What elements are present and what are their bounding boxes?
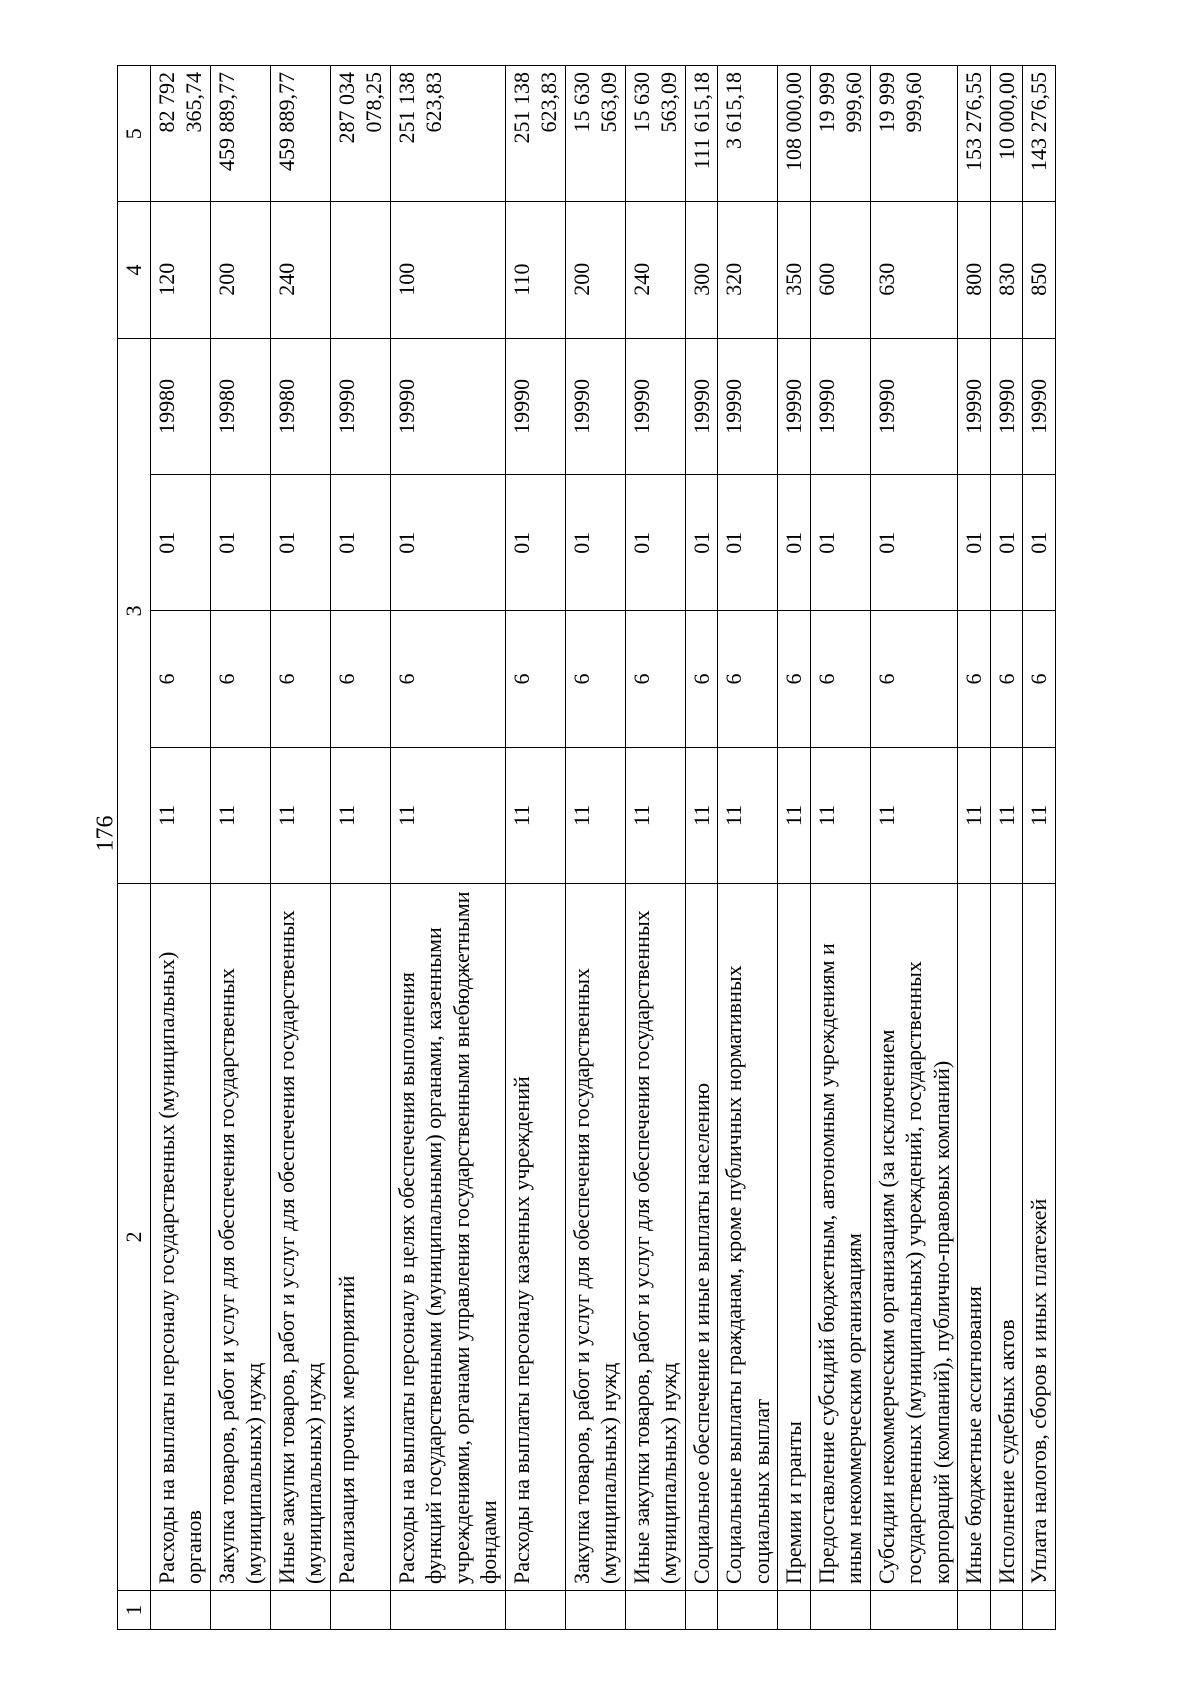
- header-col-4: 4: [118, 202, 151, 338]
- amount: 287 034 078,25: [330, 66, 390, 202]
- code-part-3: 01: [565, 475, 625, 611]
- code-part-1: 11: [210, 747, 270, 883]
- expense-type-code: 600: [810, 202, 870, 338]
- expense-type-code: 350: [778, 202, 811, 338]
- code-part-1: 11: [270, 747, 330, 883]
- row-number-cell: [870, 1591, 958, 1630]
- code-part-4: 19990: [810, 338, 870, 474]
- code-part-4: 19990: [505, 338, 565, 474]
- rotated-table-container: [117, 65, 1097, 1630]
- code-part-2: 6: [565, 611, 625, 747]
- table-row: [210, 66, 270, 1630]
- code-part-3: 01: [330, 475, 390, 611]
- expense-type-code: 830: [990, 202, 1023, 338]
- code-part-4: 19990: [958, 338, 991, 474]
- code-part-1: 11: [778, 747, 811, 883]
- code-part-3: 01: [625, 475, 685, 611]
- code-part-4: 19980: [270, 338, 330, 474]
- code-part-4: 19990: [330, 338, 390, 474]
- code-part-2: 6: [870, 611, 958, 747]
- code-part-3: 01: [870, 475, 958, 611]
- code-part-3: 01: [150, 475, 210, 611]
- table-row: [150, 66, 210, 1630]
- table-row: [685, 66, 718, 1630]
- code-part-1: 11: [625, 747, 685, 883]
- row-description: Закупка товаров, работ и услуг для обеспечения государственных (муниципальных) нужд: [210, 884, 270, 1591]
- code-part-1: 11: [390, 747, 505, 883]
- amount: 3 615,18: [718, 66, 778, 202]
- code-part-2: 6: [390, 611, 505, 747]
- amount: 19 999 999,60: [810, 66, 870, 202]
- expense-type-code: 200: [210, 202, 270, 338]
- row-number-cell: [685, 1591, 718, 1630]
- budget-table: [117, 65, 1056, 1630]
- code-part-2: 6: [505, 611, 565, 747]
- expense-type-code: 110: [505, 202, 565, 338]
- row-number-cell: [270, 1591, 330, 1630]
- row-number-cell: [718, 1591, 778, 1630]
- code-part-3: 01: [990, 475, 1023, 611]
- code-part-2: 6: [810, 611, 870, 747]
- expense-type-code: 240: [270, 202, 330, 338]
- row-number-cell: [990, 1591, 1023, 1630]
- expense-type-code: 800: [958, 202, 991, 338]
- code-part-3: 01: [505, 475, 565, 611]
- amount: 10 000,00: [990, 66, 1023, 202]
- row-description: Премии и гранты: [778, 884, 811, 1591]
- row-description: Расходы на выплаты персоналу государственных (муниципальных) органов: [150, 884, 210, 1591]
- code-part-4: 19990: [685, 338, 718, 474]
- code-part-4: 19990: [778, 338, 811, 474]
- code-part-2: 6: [330, 611, 390, 747]
- row-description: Реализация прочих мероприятий: [330, 884, 390, 1591]
- code-part-3: 01: [778, 475, 811, 611]
- row-number-cell: [958, 1591, 991, 1630]
- code-part-3: 01: [718, 475, 778, 611]
- amount: 251 138 623,83: [505, 66, 565, 202]
- table-body: [150, 66, 1055, 1630]
- table-row: [870, 66, 958, 1630]
- table-row: [990, 66, 1023, 1630]
- table-row: [565, 66, 625, 1630]
- expense-type-code: 120: [150, 202, 210, 338]
- amount: 459 889,77: [270, 66, 330, 202]
- code-part-3: 01: [1023, 475, 1056, 611]
- header-col-5: 5: [118, 66, 151, 202]
- code-part-4: 19980: [210, 338, 270, 474]
- code-part-1: 11: [565, 747, 625, 883]
- row-description: Иные закупки товаров, работ и услуг для обеспечения государственных (муниципальных) нужд: [625, 884, 685, 1591]
- code-part-2: 6: [778, 611, 811, 747]
- amount: 15 630 563,09: [565, 66, 625, 202]
- row-description: Социальные выплаты гражданам, кроме публичных нормативных социальных выплат: [718, 884, 778, 1591]
- code-part-2: 6: [958, 611, 991, 747]
- row-number-cell: [390, 1591, 505, 1630]
- header-col-3: 3: [118, 338, 151, 883]
- row-description: Закупка товаров, работ и услуг для обеспечения государственных (муниципальных) нужд: [565, 884, 625, 1591]
- table-row: [270, 66, 330, 1630]
- table-row: [810, 66, 870, 1630]
- amount: 251 138 623,83: [390, 66, 505, 202]
- amount: 82 792 365,74: [150, 66, 210, 202]
- table-row: [1023, 66, 1056, 1630]
- row-description: Исполнение судебных актов: [990, 884, 1023, 1591]
- expense-type-code: 100: [390, 202, 505, 338]
- header-col-2: 2: [118, 884, 151, 1591]
- code-part-3: 01: [270, 475, 330, 611]
- table-row: [718, 66, 778, 1630]
- code-part-2: 6: [990, 611, 1023, 747]
- code-part-2: 6: [150, 611, 210, 747]
- expense-type-code: [330, 202, 390, 338]
- row-number-cell: [150, 1591, 210, 1630]
- code-part-1: 11: [1023, 747, 1056, 883]
- row-description: Уплата налогов, сборов и иных платежей: [1023, 884, 1056, 1591]
- row-number-cell: [778, 1591, 811, 1630]
- code-part-4: 19990: [625, 338, 685, 474]
- code-part-3: 01: [958, 475, 991, 611]
- code-part-2: 6: [718, 611, 778, 747]
- row-description: Иные закупки товаров, работ и услуг для обеспечения государственных (муниципальных) нужд: [270, 884, 330, 1591]
- amount: 108 000,00: [778, 66, 811, 202]
- table-row: [505, 66, 565, 1630]
- table-row: [625, 66, 685, 1630]
- code-part-1: 11: [990, 747, 1023, 883]
- code-part-4: 19990: [870, 338, 958, 474]
- code-part-2: 6: [210, 611, 270, 747]
- table-row: [390, 66, 505, 1630]
- row-number-cell: [210, 1591, 270, 1630]
- row-description: Иные бюджетные ассигнования: [958, 884, 991, 1591]
- table-row: [778, 66, 811, 1630]
- row-description: Предоставление субсидий бюджетным, автономным учреждениям и иным некоммерческим организациям: [810, 884, 870, 1591]
- amount: 459 889,77: [210, 66, 270, 202]
- page-number: 176: [92, 815, 119, 852]
- expense-type-code: 300: [685, 202, 718, 338]
- table-row: [958, 66, 991, 1630]
- code-part-3: 01: [685, 475, 718, 611]
- code-part-1: 11: [958, 747, 991, 883]
- code-part-1: 11: [505, 747, 565, 883]
- code-part-1: 11: [870, 747, 958, 883]
- row-description: Субсидии некоммерческим организациям (за исключением государственных (муниципальных) учреждений, государственных корпораций (компаний), публично-правовых компаний): [870, 884, 958, 1591]
- code-part-4: 19980: [150, 338, 210, 474]
- row-number-cell: [330, 1591, 390, 1630]
- expense-type-code: 320: [718, 202, 778, 338]
- code-part-2: 6: [625, 611, 685, 747]
- expense-type-code: 850: [1023, 202, 1056, 338]
- code-part-3: 01: [390, 475, 505, 611]
- row-number-cell: [505, 1591, 565, 1630]
- code-part-2: 6: [270, 611, 330, 747]
- row-number-cell: [565, 1591, 625, 1630]
- code-part-4: 19990: [990, 338, 1023, 474]
- code-part-4: 19990: [1023, 338, 1056, 474]
- amount: 15 630 563,09: [625, 66, 685, 202]
- header-col-1: 1: [118, 1591, 151, 1630]
- amount: 19 999 999,60: [870, 66, 958, 202]
- code-part-1: 11: [330, 747, 390, 883]
- row-description: Социальное обеспечение и иные выплаты населению: [685, 884, 718, 1591]
- amount: 143 276,55: [1023, 66, 1056, 202]
- code-part-4: 19990: [565, 338, 625, 474]
- expense-type-code: 200: [565, 202, 625, 338]
- row-number-cell: [810, 1591, 870, 1630]
- amount: 153 276,55: [958, 66, 991, 202]
- code-part-1: 11: [810, 747, 870, 883]
- code-part-1: 11: [150, 747, 210, 883]
- amount: 111 615,18: [685, 66, 718, 202]
- code-part-1: 11: [685, 747, 718, 883]
- expense-type-code: 240: [625, 202, 685, 338]
- row-description: Расходы на выплаты персоналу казенных учреждений: [505, 884, 565, 1591]
- code-part-3: 01: [210, 475, 270, 611]
- code-part-2: 6: [1023, 611, 1056, 747]
- code-part-3: 01: [810, 475, 870, 611]
- row-number-cell: [1023, 1591, 1056, 1630]
- row-description: Расходы на выплаты персоналу в целях обеспечения выполнения функций государственными (муниципальными) органами, казенными учреждениями, органами управления государственными внебюджетными фондами: [390, 884, 505, 1591]
- table-row: [330, 66, 390, 1630]
- code-part-2: 6: [685, 611, 718, 747]
- code-part-4: 19990: [718, 338, 778, 474]
- row-number-cell: [625, 1591, 685, 1630]
- code-part-4: 19990: [390, 338, 505, 474]
- expense-type-code: 630: [870, 202, 958, 338]
- header-row: [118, 66, 151, 1630]
- code-part-1: 11: [718, 747, 778, 883]
